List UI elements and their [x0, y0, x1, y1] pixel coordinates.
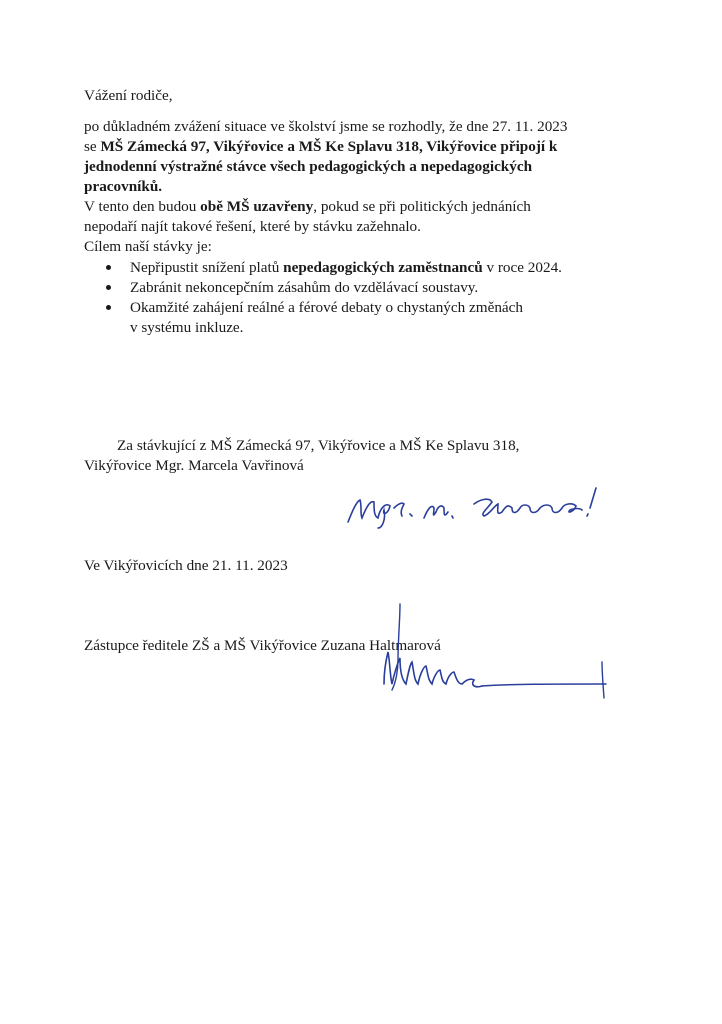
- signature-vavrinova: [340, 478, 610, 530]
- paragraph1-line1: po důkladném zvážení situace ve školství jsme se rozhodly, že dne 27. 11. 2023: [84, 118, 568, 135]
- paragraph2-line2: nepodaří najít takové řešení, které by stávku zažehnalo.: [84, 218, 421, 235]
- paragraph1-line3: jednodenní výstražné stávce všech pedagogických a nepedagogických: [84, 158, 533, 175]
- goal-item-3-line2: v systému inkluze.: [130, 319, 244, 336]
- goals-intro: Cílem naší stávky je:: [84, 238, 212, 255]
- goal1-pre: Nepřipustit snížení platů: [130, 259, 284, 276]
- goal1-post: v roce 2024.: [482, 259, 562, 276]
- goal1-bold: nepedagogických zaměstnanců: [283, 259, 483, 276]
- paragraph1-line2: [84, 137, 557, 157]
- paragraph2-line1-pre: V tento den budou: [84, 198, 201, 215]
- strikers-line1: Za stávkující z MŠ Zámecká 97, Vikýřovice a MŠ Ke Splavu 318,: [117, 437, 520, 454]
- deputy-signatory: Zástupce ředitele ZŠ a MŠ Vikýřovice Zuzana Haltmarová: [84, 637, 441, 654]
- bullet-icon: [106, 285, 111, 290]
- paragraph1-line2-bold: MŠ Zámecká 97, Vikýřovice a MŠ Ke Splavu 318, Vikýřovice připojí k: [100, 138, 558, 155]
- bullet-icon: [106, 305, 111, 310]
- paragraph1-line4: pracovníků.: [84, 178, 163, 195]
- goal-text-2: Zabránit nekoncepčním zásahům do vzdělávací soustavy.: [130, 279, 479, 296]
- strikers-line2: Vikýřovice Mgr. Marcela Vavřinová: [84, 457, 304, 474]
- place-date: Ve Vikýřovicích dne 21. 11. 2023: [84, 557, 288, 574]
- goal-text-1: [130, 258, 562, 278]
- paragraph1-line2-pre: se: [84, 138, 101, 155]
- paragraph2-line1-bold: obě MŠ uzavřeny: [200, 198, 314, 215]
- paragraph2-line1-post: , pokud se při politických jednáních: [313, 198, 531, 215]
- goal-text-3: Okamžité zahájení reálné a férové debaty o chystaných změnách: [130, 299, 523, 316]
- signature-haltmarova: [370, 600, 620, 700]
- paragraph2-line1: [84, 197, 531, 217]
- salutation: Vážení rodiče,: [84, 87, 173, 104]
- bullet-icon: [106, 265, 111, 270]
